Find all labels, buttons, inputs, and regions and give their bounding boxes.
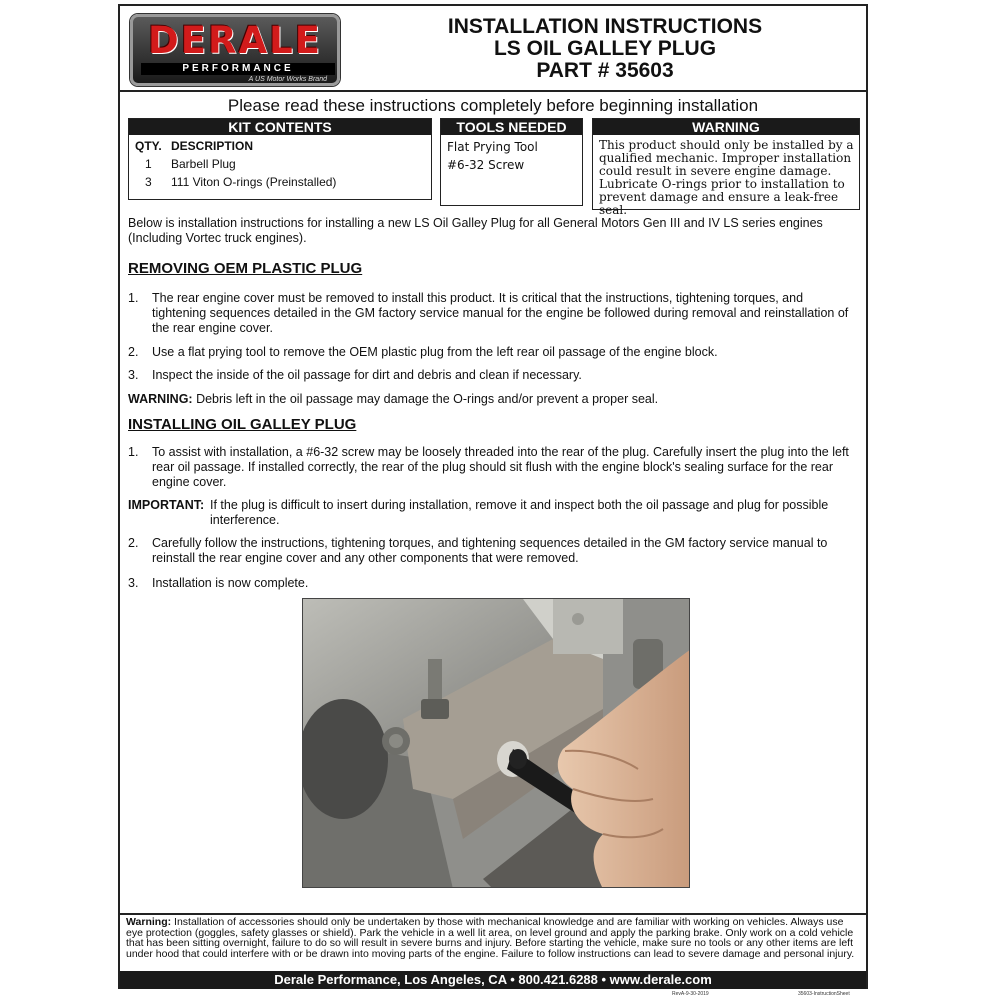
- step-text: Inspect the inside of the oil passage for dirt and debris and clean if necessary.: [152, 368, 582, 382]
- kit-desc: 111 Viton O-rings (Preinstalled): [171, 175, 337, 189]
- step-number: 1.: [128, 291, 139, 305]
- logo-sub: PERFORMANCE: [141, 63, 335, 75]
- title-line-1: INSTALLATION INSTRUCTIONS: [447, 15, 763, 38]
- derale-logo: [130, 14, 340, 86]
- warning-box: [592, 118, 860, 217]
- warning-heading: WARNING: [593, 119, 859, 135]
- kit-qty: 1: [145, 157, 152, 171]
- intro-paragraph: Below is installation instructions for installing a new LS Oil Galley Plug for all General Motors Gen III and IV LS series engines (Including Vortec truck engines).: [128, 216, 823, 245]
- tools-needed-box: [440, 118, 583, 206]
- sheet-id-label: 35603-InstructionSheet: [798, 991, 850, 997]
- step-text: To assist with installation, a #6-32 screw may be loosely threaded into the rear of the plug. Carefully insert the plug into the left rear oil passage. If installed correctly, the rear of the plug should sit flush with the engine block's sealing surface for the rear engine cover.: [152, 445, 849, 489]
- step-number: 1.: [128, 445, 139, 459]
- section-title-installing: INSTALLING OIL GALLEY PLUG: [128, 416, 357, 433]
- kit-desc-header: DESCRIPTION: [171, 139, 254, 153]
- important-label: IMPORTANT:: [128, 498, 205, 512]
- step-number: 3.: [128, 368, 139, 382]
- tool-item: Flat Prying Tool: [447, 140, 538, 154]
- important-text: If the plug is difficult to insert during installation, remove it and inspect both the oil passage and plug for possible interference.: [210, 498, 829, 527]
- step-text: Use a flat prying tool to remove the OEM plastic plug from the left rear oil passage of the engine block.: [152, 345, 718, 359]
- kit-qty: 3: [145, 175, 152, 189]
- kit-contents-box: [128, 118, 432, 200]
- tool-item: #6-32 Screw: [447, 158, 525, 172]
- section-title-removing: REMOVING OEM PLASTIC PLUG: [128, 260, 363, 277]
- debris-warning-text: Debris left in the oil passage may damage the O-rings and/or prevent a proper seal.: [196, 392, 659, 406]
- step-number: 2.: [128, 345, 139, 359]
- debris-warning: [128, 392, 860, 407]
- footer-warning: [120, 913, 866, 959]
- debris-warning-label: WARNING:: [128, 392, 193, 406]
- kit-contents-heading: KIT CONTENTS: [129, 119, 431, 135]
- header: [120, 6, 866, 92]
- kit-desc: Barbell Plug: [171, 157, 236, 171]
- engine-block-illustration: [303, 599, 690, 888]
- kit-qty-header: QTY.: [135, 139, 162, 153]
- step-text: Carefully follow the instructions, tightening torques, and tightening sequences detailed in the GM factory service manual to reinstall the rear engine cover and any other components that were removed.: [152, 536, 828, 565]
- instruction-sheet: [118, 4, 868, 989]
- tools-needed-heading: TOOLS NEEDED: [441, 119, 582, 135]
- installation-photo: [302, 598, 690, 888]
- logo-tag: A US Motor Works Brand: [248, 76, 327, 83]
- warning-text: This product should only be installed by a qualified mechanic. Improper installation could result in severe engine damage. Lubricate O-rings prior to installation to prevent damage and ensure a leak-free seal.: [599, 138, 854, 217]
- step-text: The rear engine cover must be removed to install this product. It is critical that the instructions, tightening torques, and tightening sequences detailed in the GM factory service manual for the engine be followed during removal and reinstallation of the rear engine cover.: [152, 291, 849, 335]
- footer-warning-text: Installation of accessories should only be undertaken by those with mechanical knowledge and are familiar with working on vehicles. Always use eye protection (goggles, safety glasses or shield). Park the vehicle in a well lit area, on level ground and apply the parking brake. Only work on a cold vehicle that has been sitting overnight, failure to do so will result in severe burns and injury. Before starting the vehicle, make sure no tools or any other items are left under hood that could interfere with or be drawn into moving parts of the engine. Failure to follow instructions can lead to severe damage and personal injury.: [126, 916, 855, 960]
- footer-contact-bar: Derale Performance, Los Angeles, CA • 800.421.6288 • www.derale.com: [120, 971, 866, 989]
- title-line-3: PART # 35603: [536, 59, 674, 82]
- logo-word: DERALE: [148, 19, 322, 62]
- footer-warning-label: Warning:: [126, 916, 172, 928]
- read-first-notice: Please read these instructions completely before beginning installation: [227, 96, 759, 115]
- step-number: 2.: [128, 536, 139, 550]
- page-title: [350, 16, 860, 82]
- step-number: 3.: [128, 576, 139, 590]
- step-text: Installation is now complete.: [152, 576, 309, 590]
- revision-label: RevA-9-30-2019: [672, 991, 709, 997]
- title-line-2: LS OIL GALLEY PLUG: [493, 37, 717, 60]
- kit-column-headers: [135, 139, 254, 153]
